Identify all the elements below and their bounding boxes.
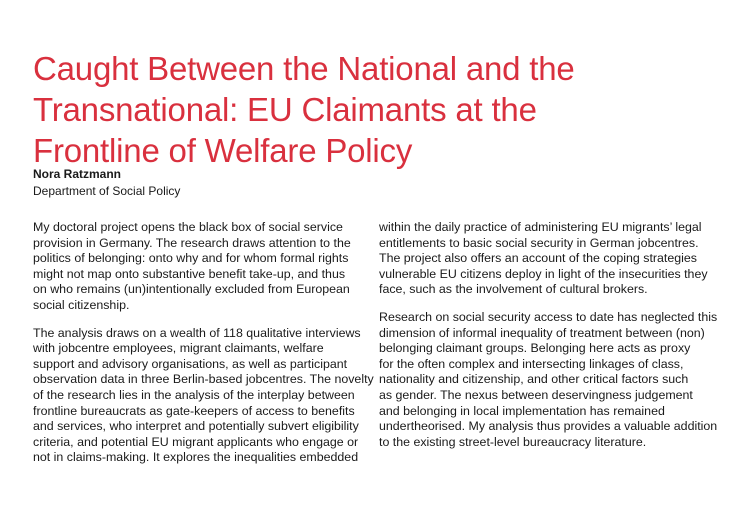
text-line: Research on social security access to date has neglected this — [379, 309, 718, 324]
paragraph — [33, 220, 383, 314]
left-column — [33, 220, 383, 478]
text-line: criteria, and potential EU migrant applicants who engage or — [33, 434, 359, 449]
title-line: Transnational: EU Claimants at the — [33, 91, 537, 129]
text-line: social citizenship. — [33, 297, 130, 312]
text-line: with jobcentre employees, migrant claimants, welfare — [33, 341, 324, 356]
text-line: on who remains (un)intentionally excluded from European — [33, 282, 350, 297]
text-line: and services, who interpret and potentially subvert eligibility — [33, 419, 359, 434]
text-line: dimension of informal inequality of treatment between (non) — [379, 325, 705, 340]
text-line: as gender. The nexus between deservingness judgement — [379, 387, 693, 402]
text-line: observation data in three Berlin-based jobcentres. The novelty — [33, 372, 374, 387]
text-line: within the daily practice of administering EU migrants’ legal — [379, 220, 702, 234]
text-line: of the research lies in the analysis of the interplay between — [33, 387, 355, 402]
text-line: and belonging in local implementation has remained — [379, 403, 665, 418]
text-line: frontline bureaucrats as gate-keepers of access to benefits — [33, 403, 355, 418]
right-column — [379, 220, 729, 462]
author-department: Department of Social Policy — [33, 184, 181, 198]
text-line: politics of belonging: onto why and for whom formal rights — [33, 251, 349, 266]
paragraph — [379, 310, 729, 450]
text-line: undertheorised. My analysis thus provides a valuable addition — [379, 419, 718, 434]
title-line: Caught Between the National and the — [33, 50, 575, 88]
paragraph — [379, 220, 729, 298]
title-line: Frontline of Welfare Policy — [33, 132, 413, 170]
text-line: vulnerable EU citizens deploy in light of the insecurities they — [379, 266, 708, 281]
text-line: My doctoral project opens the black box of social service — [33, 220, 343, 234]
text-line: entitlements to basic social security in German jobcentres. — [379, 235, 699, 250]
text-line: nationality and citizenship, and other critical factors such — [379, 372, 689, 387]
text-line: belonging claimant groups. Belonging here acts as proxy — [379, 341, 691, 356]
text-line: provision in Germany. The research draws attention to the — [33, 235, 351, 250]
paragraph — [33, 326, 383, 466]
text-line: for the often complex and intersecting linkages of class, — [379, 356, 684, 371]
text-line: to the existing street-level bureaucracy literature. — [379, 434, 647, 449]
text-line: might not map onto substantive benefit take-up, and thus — [33, 266, 346, 281]
author-name: Nora Ratzmann — [33, 167, 122, 181]
article-title — [33, 48, 733, 171]
text-line: not in claims-making. It explores the inequalities embedded — [33, 450, 359, 465]
text-line: The project also offers an account of the coping strategies — [379, 251, 697, 266]
text-line: The analysis draws on a wealth of 118 qualitative interviews — [33, 325, 361, 340]
text-line: support and advisory organisations, as well as participant — [33, 356, 348, 371]
text-line: face, such as the involvement of cultural brokers. — [379, 282, 648, 297]
